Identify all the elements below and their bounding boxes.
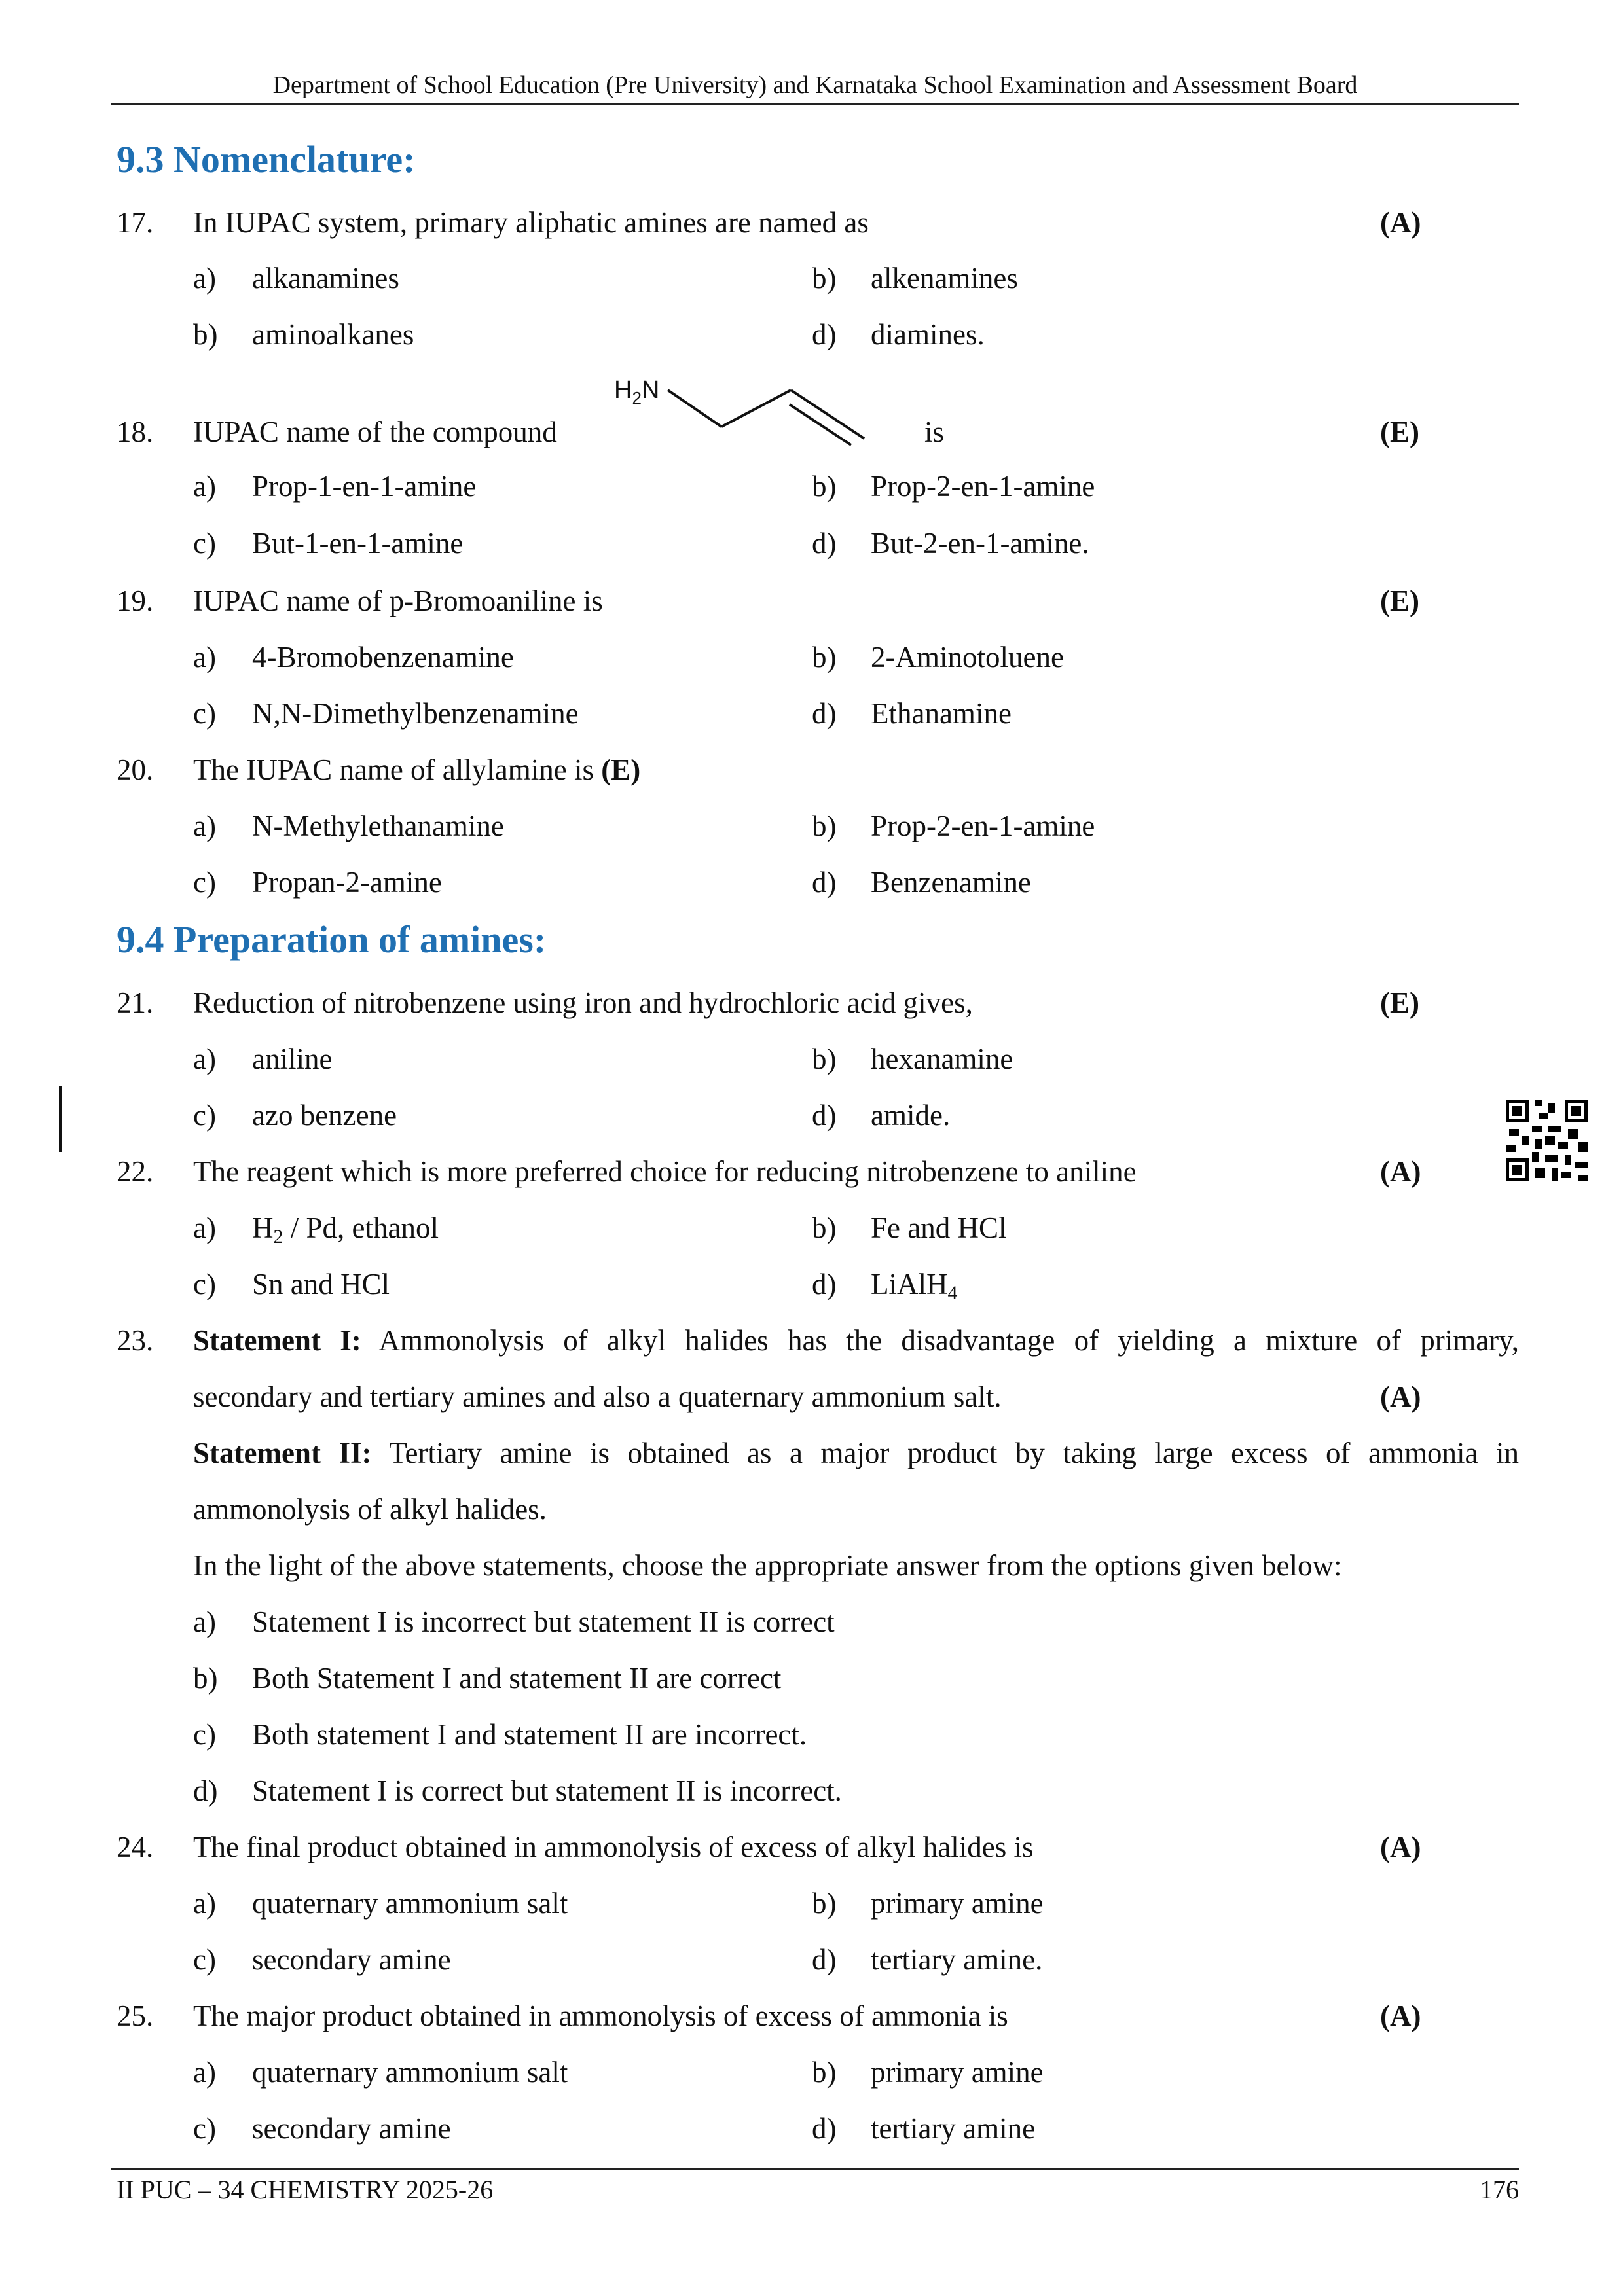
option-letter: a) <box>193 641 216 673</box>
footer-course: II PUC – 34 CHEMISTRY 2025-26 <box>117 2175 494 2204</box>
option-text: Both statement I and statement II are incorrect. <box>252 1718 807 1751</box>
option-text: Ethanamine <box>871 697 1012 730</box>
option-letter: d) <box>812 527 837 560</box>
option-letter: c) <box>193 1718 216 1751</box>
option-letter: d) <box>812 1268 837 1300</box>
option-letter: b) <box>193 1662 218 1695</box>
formula-part: H <box>252 1211 274 1244</box>
option-text: primary amine <box>871 2056 1044 2089</box>
difficulty-mark: (A) <box>1380 1380 1421 1413</box>
option-letter: b) <box>812 2056 837 2089</box>
option-letter: b) <box>193 318 218 351</box>
structure-label: $H_2N$ <box>614 376 660 408</box>
option-letter: d) <box>812 866 837 899</box>
difficulty-mark: (A) <box>1380 2000 1421 2032</box>
option-text: aniline <box>252 1043 333 1075</box>
formula-part: / Pd, ethanol <box>283 1211 439 1244</box>
question-number: 18. <box>117 416 154 448</box>
option-text: Fe and HCl <box>871 1211 1007 1244</box>
option-text: Benzenamine <box>871 866 1031 899</box>
statement-one-line1 <box>193 1321 1519 1360</box>
option-text: amide. <box>871 1099 951 1132</box>
option-letter: a) <box>193 2056 216 2089</box>
option-letter: c) <box>193 1943 216 1976</box>
option-text: Prop-2-en-1-amine <box>871 470 1095 503</box>
difficulty-mark: (E) <box>1380 584 1419 617</box>
question-text: IUPAC name of the compound <box>193 416 557 448</box>
question-number: 24. <box>117 1831 154 1863</box>
bond <box>721 390 791 427</box>
option-text: N,N-Dimethylbenzenamine <box>252 697 579 730</box>
margin-bar <box>59 1086 62 1152</box>
formula-subscript: 2 <box>273 1226 283 1247</box>
option-letter: d) <box>812 697 837 730</box>
formula-part: LiAlH <box>871 1268 948 1300</box>
option-text <box>871 1265 958 1304</box>
option-text: alkanamines <box>252 262 399 295</box>
option-text: N-Methylethanamine <box>252 810 504 842</box>
statement-label: Statement I: <box>193 1324 361 1357</box>
option-letter: d) <box>193 1774 218 1807</box>
statement-text: Tertiary amine is obtained as a major product by taking large excess of ammonia in <box>389 1437 1520 1469</box>
option-text: tertiary amine <box>871 2112 1036 2145</box>
option-letter: a) <box>193 1605 216 1638</box>
option-text: Statement I is incorrect but statement II is correct <box>252 1605 835 1638</box>
formula-subscript: 4 <box>947 1282 958 1304</box>
option-text: aminoalkanes <box>252 318 414 351</box>
option-letter: b) <box>812 641 837 673</box>
question-number: 21. <box>117 986 154 1019</box>
option-text: Propan-2-amine <box>252 866 442 899</box>
question-text: The final product obtained in ammonolysis of excess of alkyl halides is <box>193 1831 1034 1863</box>
option-letter: c) <box>193 697 216 730</box>
question-number: 19. <box>117 584 154 617</box>
option-text <box>252 1208 439 1247</box>
option-letter: a) <box>193 1887 216 1920</box>
option-text: Prop-1-en-1-amine <box>252 470 477 503</box>
question-number: 25. <box>117 2000 154 2032</box>
difficulty-mark: (A) <box>1380 1155 1421 1188</box>
option-letter: b) <box>812 1887 837 1920</box>
option-letter: d) <box>812 2112 837 2145</box>
option-letter: c) <box>193 2112 216 2145</box>
option-letter: a) <box>193 470 216 503</box>
option-text: diamines. <box>871 318 985 351</box>
question-text: Reduction of nitrobenzene using iron and hydrochloric acid gives, <box>193 986 973 1019</box>
question-text-line <box>193 750 640 789</box>
statement-text: Ammonolysis of alkyl halides has the disadvantage of yielding a mixture of primary, <box>378 1324 1519 1357</box>
footer-rule <box>111 2168 1519 2170</box>
double-bond <box>791 390 864 439</box>
question-text: In IUPAC system, primary aliphatic amines are named as <box>193 206 869 239</box>
instruction-text: In the light of the above statements, choose the appropriate answer from the options given below: <box>193 1549 1342 1582</box>
bond <box>668 390 721 427</box>
difficulty-mark: (A) <box>1380 1831 1421 1863</box>
option-letter: a) <box>193 1043 216 1075</box>
question-text: IUPAC name of p-Bromoaniline is <box>193 584 603 617</box>
option-text: quaternary ammonium salt <box>252 2056 568 2089</box>
option-letter: b) <box>812 262 837 295</box>
question-number: 22. <box>117 1155 154 1188</box>
option-text: Sn and HCl <box>252 1268 390 1300</box>
option-letter: c) <box>193 1099 216 1132</box>
question-text-continued: is <box>924 416 945 448</box>
question-text: The reagent which is more preferred choice for reducing nitrobenzene to aniline <box>193 1155 1137 1188</box>
statement-one-line2: secondary and tertiary amines and also a quaternary ammonium salt. <box>193 1380 1002 1413</box>
option-letter: b) <box>812 1043 837 1075</box>
difficulty-mark: (E) <box>1380 416 1419 448</box>
question-text: The major product obtained in ammonolysis of excess of ammonia is <box>193 2000 1008 2032</box>
statement-label: Statement II: <box>193 1437 372 1469</box>
question-number: 20. <box>117 753 154 786</box>
option-letter: a) <box>193 1211 216 1244</box>
page-number: 176 <box>1480 2175 1519 2204</box>
question-text: The IUPAC name of allylamine is <box>193 753 594 786</box>
option-letter: a) <box>193 810 216 842</box>
option-letter: b) <box>812 470 837 503</box>
question-number: 23. <box>117 1324 154 1357</box>
statement-two-line1 <box>193 1433 1519 1473</box>
option-letter: a) <box>193 262 216 295</box>
option-letter: d) <box>812 1099 837 1132</box>
section-heading-nomenclature: 9.3 Nomenclature: <box>117 138 416 181</box>
option-text: Statement I is correct but statement II is incorrect. <box>252 1774 842 1807</box>
option-letter: d) <box>812 1943 837 1976</box>
option-text: alkenamines <box>871 262 1018 295</box>
section-heading-preparation: 9.4 Preparation of amines: <box>117 918 547 961</box>
option-text: 4-Bromobenzenamine <box>252 641 514 673</box>
statement-two-line2: ammonolysis of alkyl halides. <box>193 1493 547 1526</box>
option-text: quaternary ammonium salt <box>252 1887 568 1920</box>
option-letter: c) <box>193 866 216 899</box>
header-rule <box>111 103 1519 105</box>
option-text: azo benzene <box>252 1099 397 1132</box>
option-text: secondary amine <box>252 2112 451 2145</box>
option-letter: d) <box>812 318 837 351</box>
option-text: hexanamine <box>871 1043 1013 1075</box>
difficulty-mark: (A) <box>1380 206 1421 239</box>
option-text: Both Statement I and statement II are correct <box>252 1662 782 1695</box>
allylamine-structure <box>602 367 877 452</box>
option-text: tertiary amine. <box>871 1943 1043 1976</box>
option-text: 2-Aminotoluene <box>871 641 1064 673</box>
option-letter: b) <box>812 1211 837 1244</box>
difficulty-mark: (E) <box>1380 986 1419 1019</box>
qr-code-icon[interactable] <box>1506 1100 1588 1181</box>
question-number: 17. <box>117 206 154 239</box>
option-text: secondary amine <box>252 1943 451 1976</box>
option-text: But-1-en-1-amine <box>252 527 464 560</box>
option-letter: b) <box>812 810 837 842</box>
option-text: primary amine <box>871 1887 1044 1920</box>
option-text: Prop-2-en-1-amine <box>871 810 1095 842</box>
option-letter: c) <box>193 1268 216 1300</box>
option-letter: c) <box>193 527 216 560</box>
page-header: Department of School Education (Pre University) and Karnataka School Examination and Assessment Board <box>272 71 1358 99</box>
difficulty-mark: (E) <box>601 753 641 786</box>
option-text: But-2-en-1-amine. <box>871 527 1089 560</box>
